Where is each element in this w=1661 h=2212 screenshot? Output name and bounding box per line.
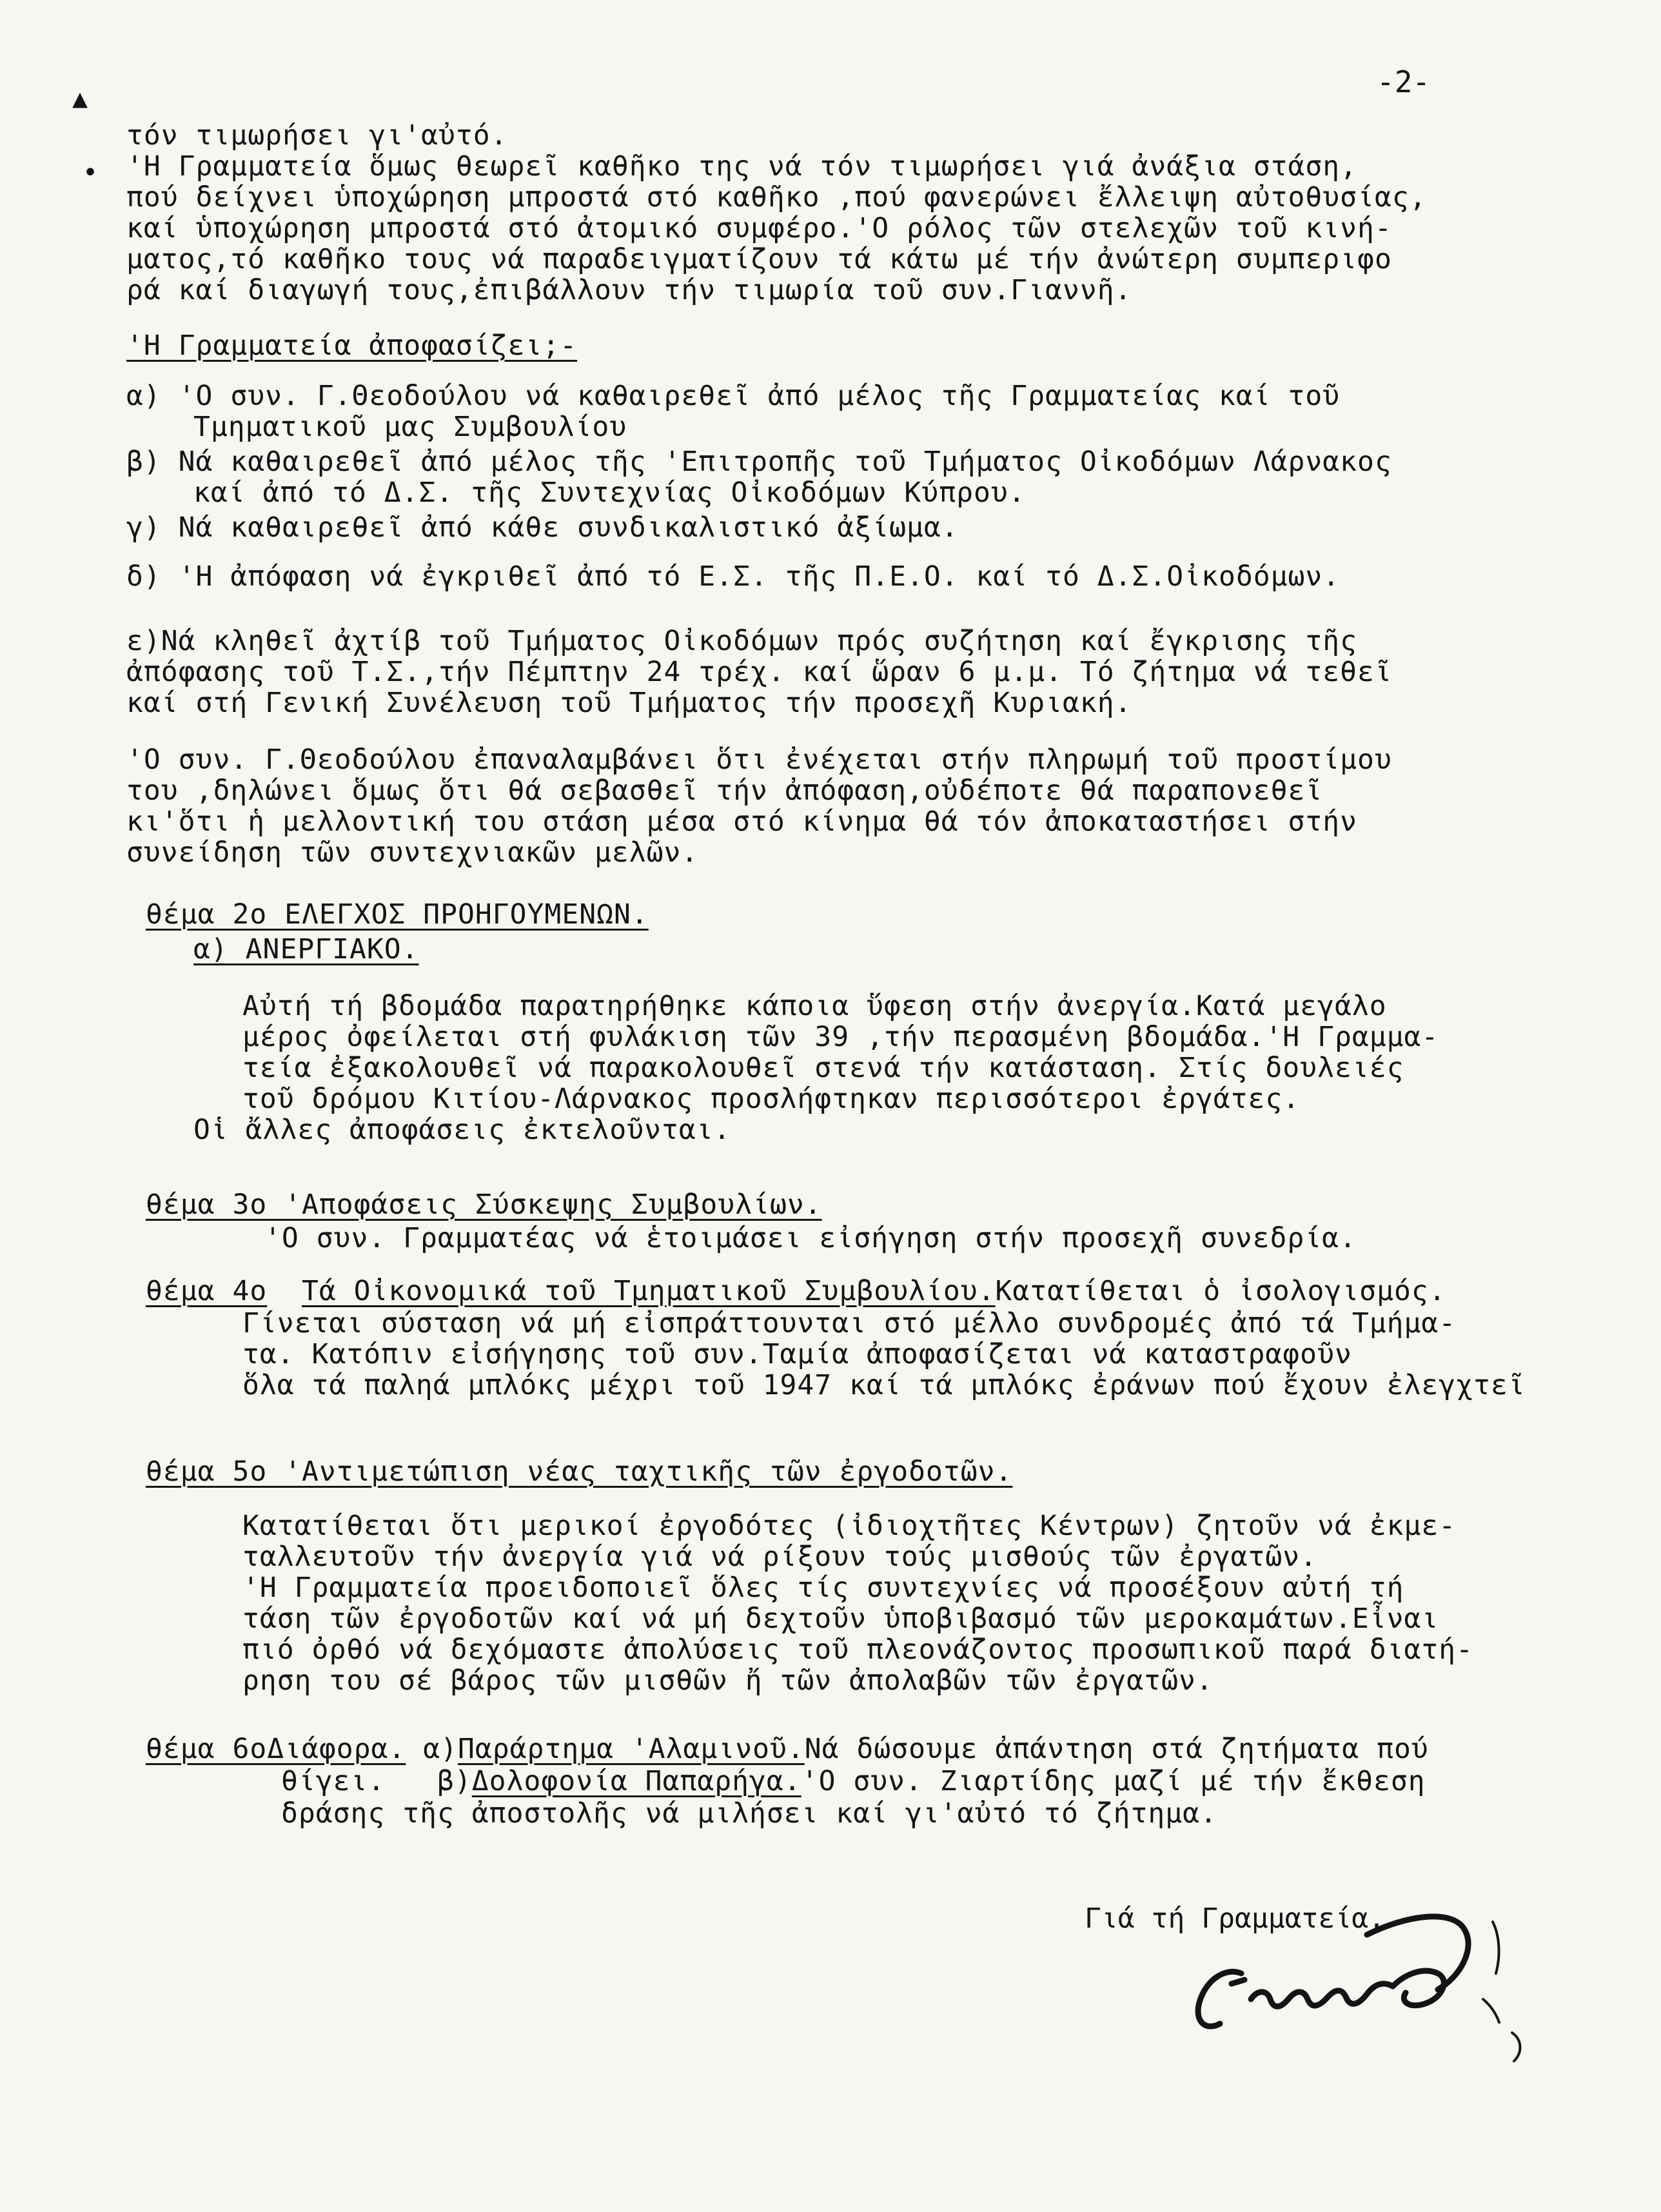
intro-line-3: πού δείχνει ὑποχώρηση μπροστά στό καθῆκο ,πού φανερώνει ἔλλειψη αὐτοθυσίας, xyxy=(126,181,1427,213)
theme2-line-4: τοῦ δρόμου Κιτίου-Λάρνακος προσλήφτηκαν περισσότεροι ἐργάτες. xyxy=(242,1083,1301,1115)
decision-heading-text: 'Η Γραμματεία ἀποφασίζει;- xyxy=(126,330,578,362)
decision-b-line-1: β) Νά καθαιρεθεῖ ἀπό μέλος τῆς 'Επιτροπῆς τοῦ Τμήματος Οἰκοδόμων Λάρνακος xyxy=(126,446,1392,478)
theme2-line-1: Αὐτή τή βδομάδα παρατηρήθηκε κάποια ὕφεση στήν ἀνεργία.Κατά μεγάλο xyxy=(242,990,1387,1022)
theme6-a-text: Νά δώσουμε ἀπάντηση στά ζητήματα πού xyxy=(804,1733,1429,1765)
decision-a-line-2: Τμηματικοῦ μας Συμβουλίου xyxy=(193,411,627,443)
theme4-line-4: ὅλα τά παληά μπλόκς μέχρι τοῦ 1947 καί τά μπλόκς ἐράνων πού ἔχουν ἐλεγχτεῖ xyxy=(242,1369,1526,1401)
theme6-line-3: δράσης τῆς ἀποστολῆς νά μιλήσει καί γι'αὐτό τό ζήτημα. xyxy=(281,1797,1217,1830)
response-line-1: 'Ο συν. Γ.Θεοδούλου ἐπαναλαμβάνει ὅτι ἐνέχεται στήν πληρωμή τοῦ προστίμου xyxy=(126,744,1392,776)
theme5-title xyxy=(146,1455,1012,1488)
theme3-line-1: 'Ο συν. Γραμματέας νά ἑτοιμάσει εἰσήγηση στήν προσεχῆ συνεδρία. xyxy=(264,1222,1357,1254)
theme6-diafora: Διάφορα. xyxy=(267,1733,406,1765)
theme5-line-6: ρηση του σέ βάρος τῶν μισθῶν ἤ τῶν ἀπολαβῶν τῶν ἐργατῶν. xyxy=(242,1664,1214,1697)
theme6-b-title: Δολοφονία Παπαρήγα. xyxy=(471,1765,801,1797)
theme5-line-2: ταλλευτοῦν τήν ἀνεργία γιά νά ρίξουν τούς μισθούς τῶν ἐργατῶν. xyxy=(242,1541,1318,1573)
decision-e-line-3: καί στή Γενική Συνέλευση τοῦ Τμήματος τήν προσεχῆ Κυριακή. xyxy=(126,687,1132,719)
response-line-3: κι'ὅτι ἡ μελλοντική του στάση μέσα στό κίνημα θά τόν ἀποκαταστήσει στήν xyxy=(126,805,1358,838)
theme6-b-prefix: β) xyxy=(437,1765,472,1797)
theme6-a-prefix: α) xyxy=(423,1733,458,1765)
decision-d: δ) 'Η ἀπόφαση νά ἐγκριθεῖ ἀπό τό Ε.Σ. τῆς Π.Ε.Ο. καί τό Δ.Σ.Οἰκοδόμων. xyxy=(126,560,1341,593)
intro-line-6: ρά καί διαγωγή τους,ἐπιβάλλουν τήν τιμωρία τοῦ συν.Γιαννῆ. xyxy=(126,274,1132,306)
theme4-title-rest: Κατατίθεται ὁ ἰσολογισμός. xyxy=(995,1275,1446,1307)
intro-line-2: 'Η Γραμματεία ὅμως θεωρεῖ καθῆκο της νά τόν τιμωρήσει γιά ἀνάξια στάση, xyxy=(126,150,1358,183)
theme2-title-text: θέμα 2ο ΕΛΕΓΧΟΣ ΠΡΟΗΓΟΥΜΕΝΩΝ. xyxy=(146,898,649,931)
theme4-label: θέμα 4ο xyxy=(146,1275,268,1307)
theme6-label: θέμα 6ο xyxy=(146,1733,268,1765)
theme5-line-1: Κατατίθεται ὅτι μερικοί ἐργοδότες (ἰδιοχτῆτες Κέντρων) ζητοῦν νά ἐκμε- xyxy=(242,1510,1457,1542)
theme5-line-5: πιό ὀρθό νά δεχόμαστε ἀπολύσεις τοῦ πλεονάζοντος προσωπικοῦ παρά διατή- xyxy=(242,1634,1474,1666)
theme6-line-1 xyxy=(146,1732,1429,1766)
decision-b-line-2: καί ἀπό τό Δ.Σ. τῆς Συντεχνίας Οἰκοδόμων Κύπρου. xyxy=(193,477,1026,509)
theme5-line-4: τάση τῶν ἐργοδοτῶν καί νά μή δεχτοῦν ὑποβιβασμό τῶν μεροκαμάτων.Εἶναι xyxy=(242,1603,1439,1635)
response-line-2: του ,δηλώνει ὅμως ὅτι θά σεβασθεῖ τήν ἀπόφαση,οὐδέποτε θά παραπονεθεῖ xyxy=(126,775,1323,807)
theme2-subheading-text: α) ΑΝΕΡΓΙΑΚΟ. xyxy=(193,933,419,965)
margin-mark-bullet: • xyxy=(83,158,99,188)
intro-line-1: τόν τιμωρήσει γι'αὐτό. xyxy=(126,119,508,152)
decision-heading xyxy=(126,329,577,362)
response-line-4: συνείδηση τῶν συντεχνιακῶν μελῶν. xyxy=(126,836,699,869)
margin-mark-top: ▲ xyxy=(72,84,88,114)
theme6-line-2 xyxy=(281,1764,1426,1798)
theme6-b-text: 'Ο συν. Ζιαρτίδης μαζί μέ τήν ἔκθεση xyxy=(801,1765,1426,1797)
theme2-line-3: τεία ἐξακολουθεῖ νά παρακολουθεῖ στενά τήν κατάσταση. Στίς δουλειές xyxy=(242,1052,1404,1084)
closing-label: Γιά τή Γραμματεία. xyxy=(1085,1902,1385,1935)
theme2-line-5: Οἱ ἄλλες ἀποφάσεις ἐκτελοῦνται. xyxy=(193,1114,731,1146)
theme4-title-line xyxy=(146,1274,1446,1308)
theme6-line-2-start: θίγει. xyxy=(281,1765,386,1797)
theme3-title xyxy=(146,1188,822,1221)
theme4-line-2: Γίνεται σύσταση νά μή εἰσπράττουνται στό μέλλο συνδρομές ἀπό τά Τμήμα- xyxy=(242,1307,1457,1339)
theme5-line-3: 'Η Γραμματεία προειδοποιεῖ ὅλες τίς συντεχνίες νά προσέξουν αὐτή τή xyxy=(242,1572,1404,1604)
theme4-title-text: Τά Οἰκονομικά τοῦ Τμηματικοῦ Συμβουλίου. xyxy=(302,1275,996,1307)
theme6-a-title: Παράρτημα 'Αλαμινοῦ. xyxy=(458,1733,805,1765)
theme5-title-text: θέμα 5ο 'Αντιμετώπιση νέας ταχτικῆς τῶν ἐργοδοτῶν. xyxy=(146,1456,1013,1488)
theme4-line-3: τα. Κατόπιν εἰσήγησης τοῦ συν.Ταμία ἀποφασίζεται νά καταστραφοῦν xyxy=(242,1338,1352,1370)
handwritten-signature xyxy=(1135,1870,1548,2064)
theme3-title-text: θέμα 3ο 'Αποφάσεις Σύσκεψης Συμβουλίων. xyxy=(146,1189,822,1221)
decision-e-line-2: ἀπόφασης τοῦ Τ.Σ.,τήν Πέμπτην 24 τρέχ. καί ὥραν 6 μ.μ. Τό ζήτημα νά τεθεῖ xyxy=(126,656,1392,688)
theme2-title xyxy=(146,898,649,931)
page-number: -2- xyxy=(1377,64,1431,99)
intro-line-4: καί ὑποχώρηση μπροστά στό ἀτομικό συμφέρο.'Ο ρόλος τῶν στελεχῶν τοῦ κινή- xyxy=(126,212,1392,244)
theme2-subheading xyxy=(193,933,419,966)
decision-c: γ) Νά καθαιρεθεῖ ἀπό κάθε συνδικαλιστικό ἀξίωμα. xyxy=(126,511,959,544)
decision-a-line-1: α) 'Ο συν. Γ.Θεοδούλου νά καθαιρεθεῖ ἀπό μέλος τῆς Γραμματείας καί τοῦ xyxy=(126,380,1341,412)
intro-line-5: ματος,τό καθῆκο τους νά παραδειγματίζουν τά κάτω μέ τήν ἀνώτερη συμπεριφο xyxy=(126,243,1392,275)
theme2-line-2: μέρος ὀφείλεται στή φυλάκιση τῶν 39 ,τήν περασμένη βδομάδα.'Η Γραμμα- xyxy=(242,1021,1439,1053)
decision-e-line-1: ε)Νά κληθεῖ ἀχτίβ τοῦ Τμήματος Οἰκοδόμων πρός συζήτηση καί ἔγκρισης τῆς xyxy=(126,625,1358,657)
